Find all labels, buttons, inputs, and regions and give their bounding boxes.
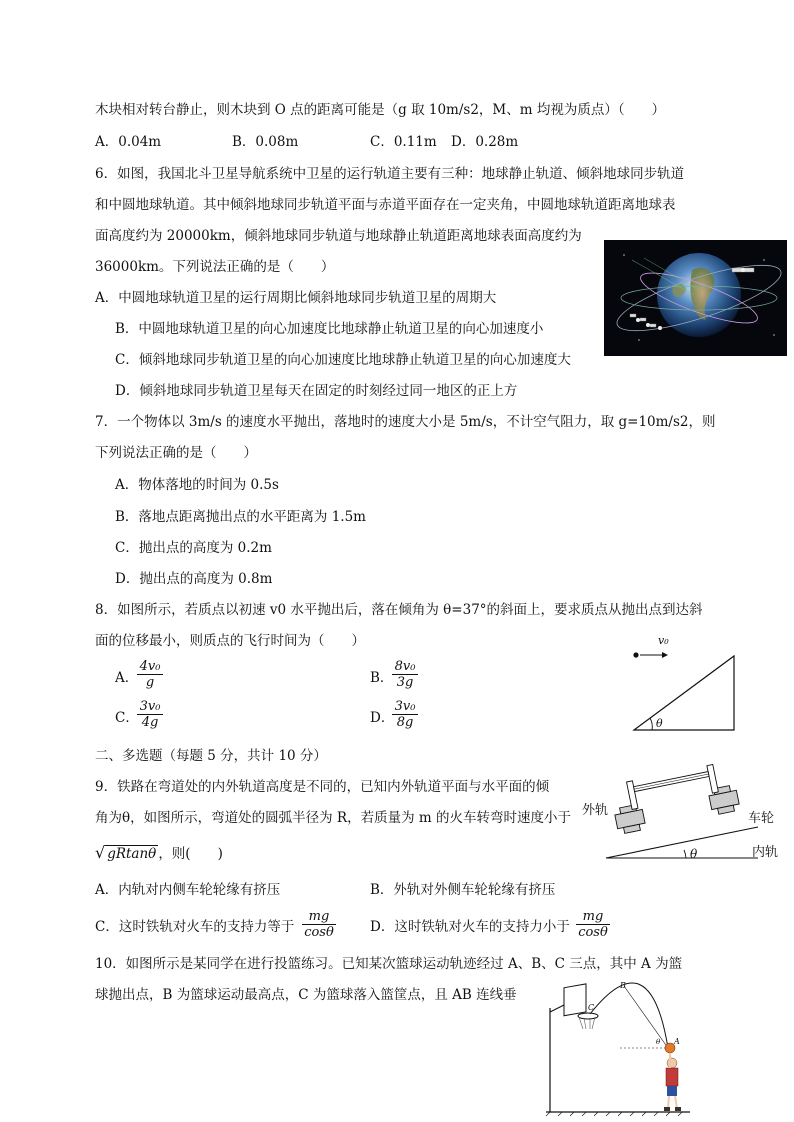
q8-option-b-fraction (392, 659, 418, 690)
sqrt-sign: √ (95, 843, 106, 862)
q9-line-3 (95, 843, 223, 864)
sqrt-radicand: gRtanθ (107, 846, 157, 862)
basketball-figure (540, 978, 700, 1118)
theta-label: θ (690, 847, 698, 861)
q6-option-a: A．中圆地球轨道卫星的运行周期比倾斜地球同步轨道卫星的周期大 (95, 290, 497, 306)
q8-option-c-fraction (137, 699, 163, 730)
q8-b-numerator: 8v₀ (392, 659, 418, 675)
q9-d-denominator: cosθ (578, 925, 608, 940)
railway-track-figure (582, 764, 788, 862)
q6-line-4: 36000km。下列说法正确的是（ ） (95, 259, 335, 275)
q8-line-1: 8．如图所示，若质点以初速 v0 水平抛出后，落在倾角为 θ=37°的斜面上，要求质点从抛出点到达斜 (95, 602, 703, 618)
q8-option-d-fraction (392, 699, 418, 730)
q7-option-b: B．落地点距离抛出点的水平距离为 1.5m (115, 509, 366, 525)
q7-line-2: 下列说法正确的是（ ） (95, 445, 257, 461)
q9-option-c: C．这时铁轨对火车的支持力等于 (95, 919, 295, 935)
q6-line-2: 和中圆地球轨道。其中倾斜地球同步轨道平面与赤道平面存在一定夹角，中圆地球轨道距离地球表 (95, 197, 676, 213)
q6-option-b: B．中圆地球轨道卫星的向心加速度比地球静止轨道卫星的向心加速度小 (115, 321, 544, 337)
q6-option-d: D．倾斜地球同步轨道卫星每天在固定的时刻经过同一地区的正上方 (115, 383, 518, 399)
q8-option-a-fraction (137, 659, 163, 690)
q5-option-b: B．0.08m (232, 134, 299, 150)
q8-d-numerator: 3v₀ (392, 699, 418, 715)
q6-line-1: 6．如图，我国北斗卫星导航系统中卫星的运行轨道主要有三种：地球静止轨道、倾斜地球同步轨道 (95, 166, 685, 182)
q6-option-c: C．倾斜地球同步轨道卫星的向心加速度比地球静止轨道卫星的向心加速度大 (115, 352, 571, 368)
q9-line-2: 角为θ，如图所示，弯道处的圆弧半径为 R，若质量为 m 的火车转弯时速度小于 (95, 810, 571, 826)
q8-option-d-label: D． (370, 710, 395, 726)
q10-line-2: 球抛出点，B 为篮球运动最高点，C 为篮球落入篮筐点，且 AB 连线垂 (95, 987, 517, 1003)
q8-d-denominator: 8g (396, 715, 414, 730)
section-title-multiple-choice: 二、多选题（每题 5 分，共计 10 分） (95, 748, 327, 764)
q9-c-numerator: mg (302, 909, 336, 925)
q7-option-d: D．抛出点的高度为 0.8m (115, 571, 273, 587)
incline-figure (628, 636, 740, 734)
q5-option-d: D．0.28m (451, 134, 519, 150)
q9-line-3-tail: ，则( ) (158, 846, 223, 862)
theta-label: θ (656, 1038, 661, 1046)
outer-rail-label: 外轨 (582, 802, 609, 817)
q8-b-denominator: 3g (396, 675, 414, 690)
q8-line-2: 面的位移最小，则质点的飞行时间为（ ） (95, 633, 365, 649)
q8-option-c-label: C． (115, 710, 139, 726)
q9-option-b: B．外轨对外侧车轮轮缘有挤压 (370, 882, 556, 898)
q9-c-fraction (302, 909, 336, 940)
q8-a-numerator: 4v₀ (137, 659, 163, 675)
point-c-label: C (588, 1003, 595, 1012)
inner-rail-label: 内轨 (752, 844, 779, 859)
q5-continuation: 木块相对转台静止，则木块到 O 点的距离可能是（g 取 10m/s2，M、m 均视为质点）（ ） (95, 102, 666, 118)
q9-c-denominator: cosθ (304, 925, 334, 940)
q8-a-denominator: g (145, 675, 155, 690)
q9-d-fraction (576, 909, 610, 940)
q7-option-a: A．物体落地的时间为 0.5s (115, 477, 279, 493)
beidou-satellite-image (604, 240, 787, 356)
q9-option-a: A．内轨对内侧车轮轮缘有挤压 (95, 882, 281, 898)
v0-label: v₀ (658, 636, 669, 647)
q5-option-a: A．0.04m (95, 134, 162, 150)
q8-c-numerator: 3v₀ (137, 699, 163, 715)
q9-option-d: D．这时铁轨对火车的支持力小于 (370, 919, 570, 935)
q8-option-b-label: B． (370, 670, 394, 686)
q6-line-3: 面高度约为 20000km，倾斜地球同步轨道与地球静止轨道距离地球表面高度约为 (95, 228, 582, 244)
q7-option-c: C．抛出点的高度为 0.2m (115, 540, 272, 556)
q8-option-a-label: A． (115, 670, 139, 686)
q9-line-1: 9．铁路在弯道处的内外轨道高度是不同的，已知内外轨道平面与水平面的倾 (95, 779, 550, 795)
q5-option-c: C．0.11m (370, 134, 437, 150)
q8-c-denominator: 4g (141, 715, 159, 730)
wheel-label: 车轮 (748, 810, 775, 825)
q7-line-1: 7．一个物体以 3m/s 的速度水平抛出，落地时的速度大小是 5m/s，不计空气阻力，取 g=10m/s2，则 (95, 414, 716, 430)
q9-d-numerator: mg (576, 909, 610, 925)
point-a-label: A (674, 1037, 680, 1046)
q10-line-1: 10．如图所示是某同学在进行投篮练习。已知某次篮球运动轨迹经过 A、B、C 三点，其中 A 为篮 (95, 956, 683, 972)
theta-label: θ (656, 717, 663, 730)
point-b-label: B (620, 981, 626, 990)
particle-dot (633, 652, 638, 657)
